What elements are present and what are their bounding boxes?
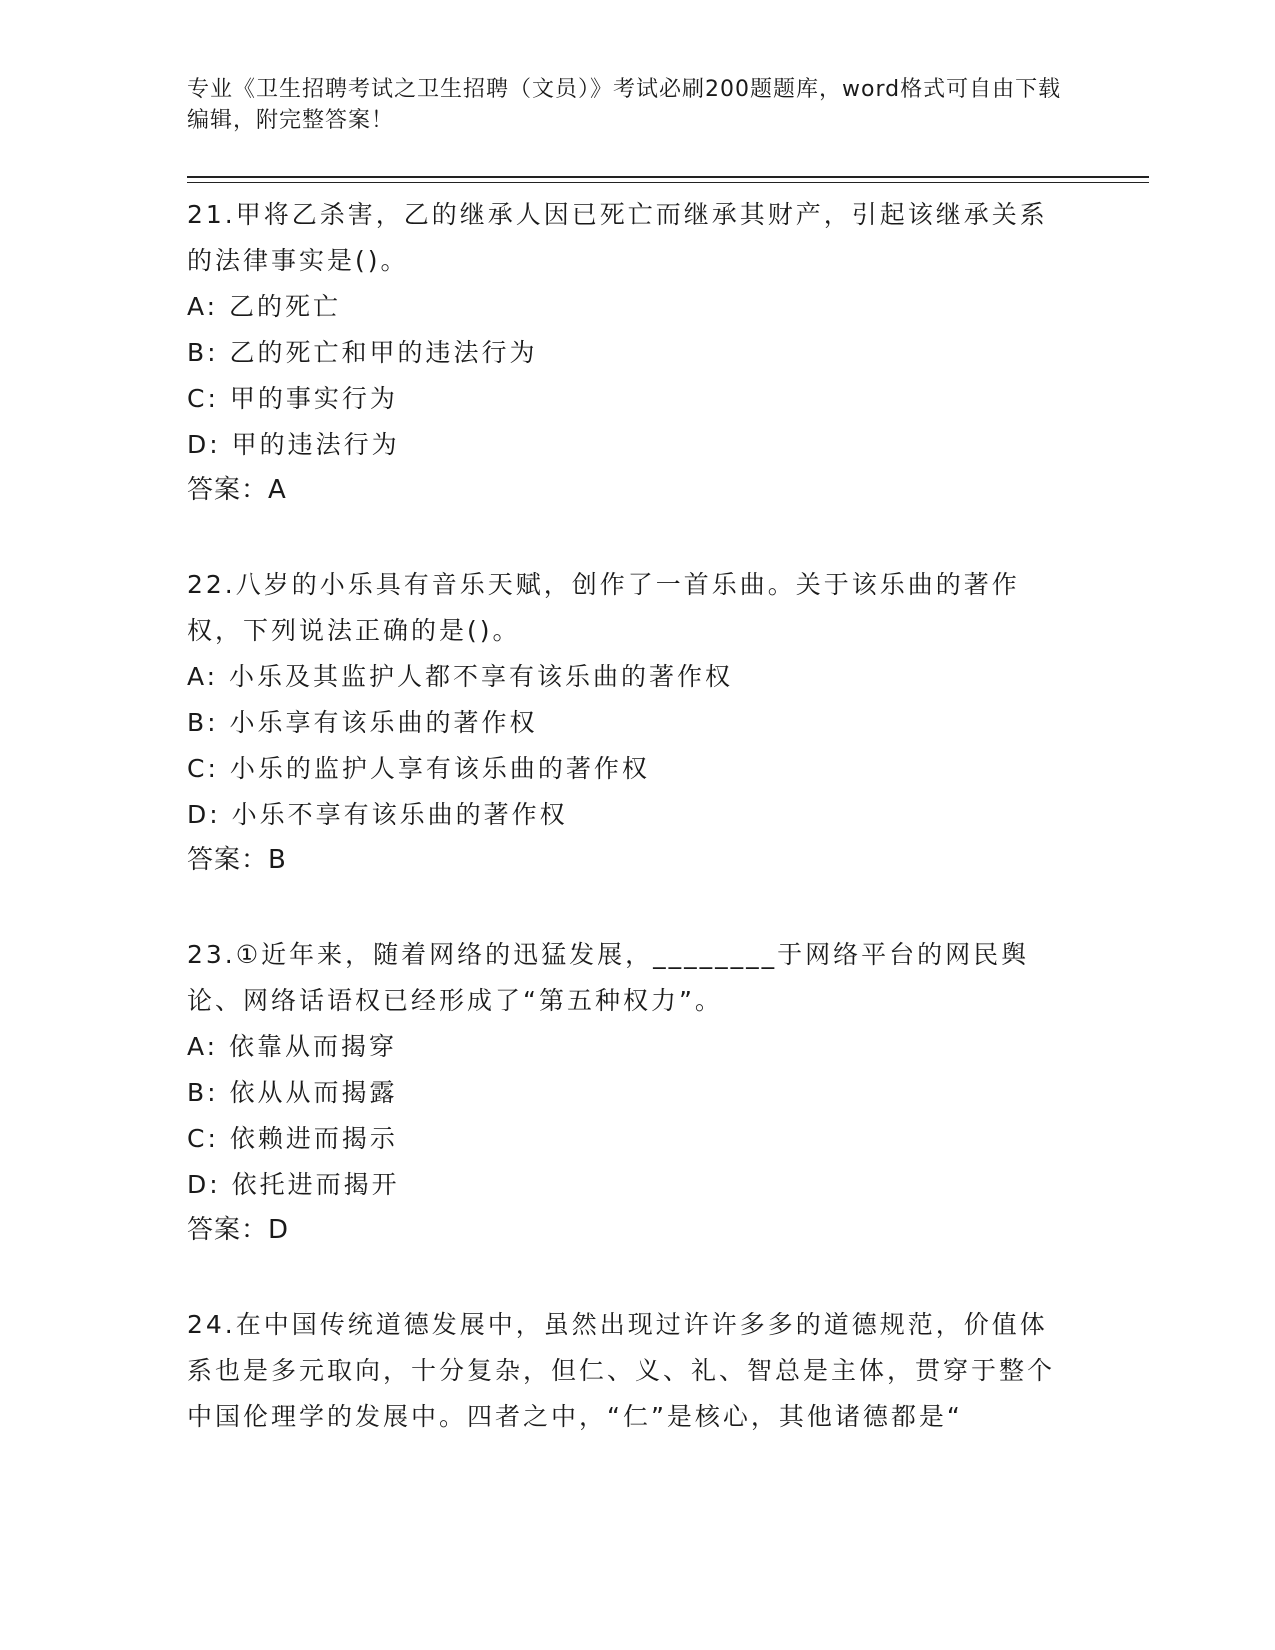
question-22	[187, 562, 1067, 882]
option-b: B: 乙的死亡和甲的违法行为	[187, 338, 538, 367]
option-d: D: 小乐不享有该乐曲的著作权	[187, 800, 568, 829]
option-b: B: 依从从而揭露	[187, 1078, 398, 1107]
question-21	[187, 192, 1067, 512]
question-list	[187, 192, 1067, 1490]
question-24	[187, 1302, 1067, 1440]
header-rule-thin	[187, 182, 1149, 183]
question-stem: 22.八岁的小乐具有音乐天赋，创作了一首乐曲。关于该乐曲的著作权，下列说法正确的是()。	[187, 570, 1020, 645]
option-d: D: 甲的违法行为	[187, 430, 400, 459]
option-d: D: 依托进而揭开	[187, 1170, 400, 1199]
question-stem: 23.①近年来，随着网络的迅猛发展，________于网络平台的网民舆论、网络话语权已经形成了“第五种权力”。	[187, 940, 1030, 1015]
option-a: A: 乙的死亡	[187, 292, 342, 321]
question-stem: 21.甲将乙杀害，乙的继承人因已死亡而继承其财产，引起该继承关系的法律事实是()。	[187, 200, 1048, 275]
option-a: A: 依靠从而揭穿	[187, 1032, 398, 1061]
option-c: C: 依赖进而揭示	[187, 1124, 398, 1153]
document-header: 专业《卫生招聘考试之卫生招聘（文员）》考试必刷200题题库，word格式可自由下载编辑，附完整答案！	[187, 77, 1062, 133]
answer-label: 答案：D	[187, 1215, 290, 1245]
answer-label: 答案：B	[187, 845, 287, 875]
header-rule-thick	[187, 176, 1149, 178]
option-b: B: 小乐享有该乐曲的著作权	[187, 708, 538, 737]
option-a: A: 小乐及其监护人都不享有该乐曲的著作权	[187, 662, 734, 691]
question-23	[187, 932, 1067, 1252]
option-c: C: 小乐的监护人享有该乐曲的著作权	[187, 754, 650, 783]
option-c: C: 甲的事实行为	[187, 384, 398, 413]
question-stem: 24.在中国传统道德发展中，虽然出现过许许多多的道德规范，价值体系也是多元取向，十分复杂，但仁、义、礼、智总是主体，贯穿于整个中国伦理学的发展中。四者之中，“仁”是核心，其他诸德都是“	[187, 1310, 1056, 1431]
answer-label: 答案：A	[187, 475, 287, 505]
